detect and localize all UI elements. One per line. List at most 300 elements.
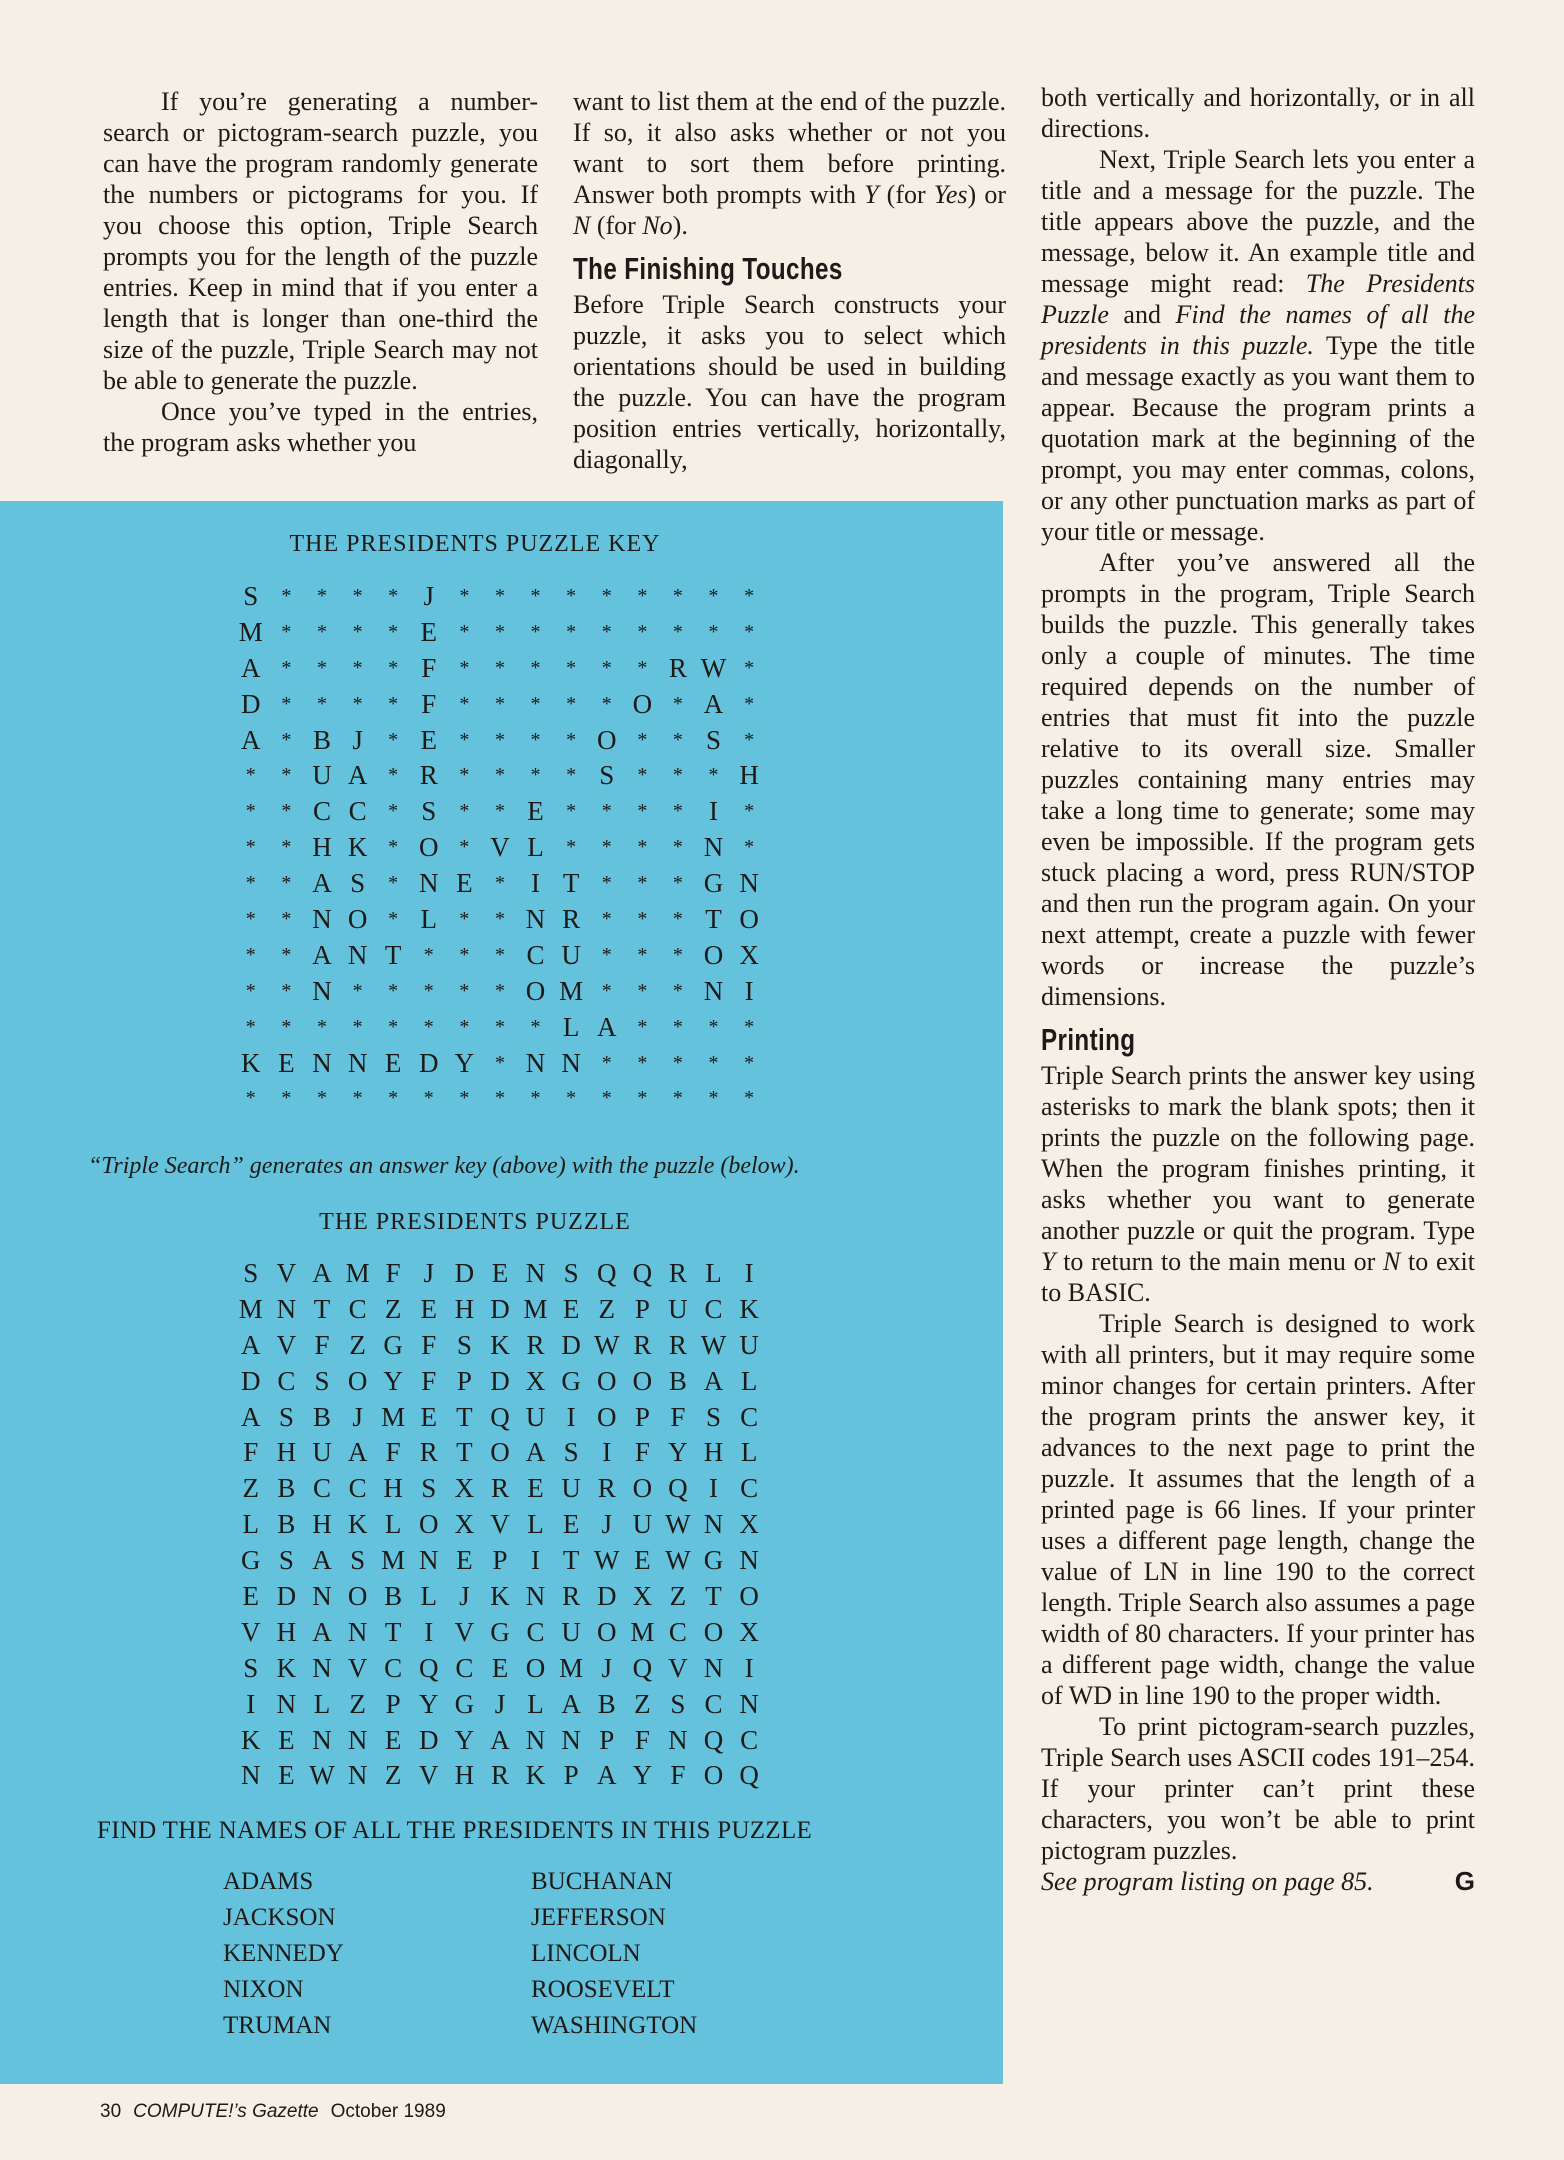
- grid-cell: X: [454, 1509, 475, 1540]
- grid-cell: *: [637, 620, 648, 643]
- grid-cell: V: [419, 1760, 439, 1791]
- grid-cell: Y: [632, 1760, 653, 1791]
- grid-cell: M: [381, 1401, 406, 1432]
- grid-cell: R: [562, 1581, 581, 1612]
- grid-cell: F: [314, 1329, 330, 1360]
- grid-cell: E: [562, 1293, 580, 1324]
- grid-cell: P: [456, 1365, 472, 1396]
- grid-cell: W: [665, 1545, 691, 1576]
- grid-cell: R: [490, 1473, 509, 1504]
- grid-cell: T: [384, 939, 402, 970]
- grid-cell: *: [459, 692, 470, 715]
- grid-cell: O: [703, 1616, 724, 1647]
- grid-cell: E: [420, 1293, 438, 1324]
- grid-cell: K: [241, 1724, 261, 1755]
- grid-cell: J: [459, 1581, 470, 1612]
- grid-cell: I: [424, 1616, 434, 1647]
- grid-cell: M: [630, 1616, 655, 1647]
- grid-cell: N: [703, 832, 724, 863]
- grid-cell: *: [388, 764, 399, 787]
- grid-cell: *: [245, 908, 256, 931]
- grid-cell: C: [668, 1616, 687, 1647]
- paragraph: Triple Search is designed to work with all printers, but it may require some minor changes for certain printers. After the program prints the answer key, it advances to the next page to print the puzzle. It assumes that the length of a printed page is 66 lines. If your printer uses a different page length, change the value of LN in line 190 to the correct length. Triple Search also assumes a page width of 80 characters. If your printer has a different page width, change the value of WD in line 190 to the proper width.: [1041, 1309, 1475, 1710]
- grid-cell: D: [241, 1365, 261, 1396]
- grid-cell: *: [459, 800, 470, 823]
- grid-cell: X: [525, 1365, 546, 1396]
- grid-cell: *: [494, 979, 505, 1002]
- grid-cell: C: [740, 1401, 759, 1432]
- grid-cell: F: [385, 1258, 401, 1288]
- grid-cell: B: [668, 1365, 687, 1396]
- grid-cell: K: [276, 1652, 297, 1683]
- grid-cell: *: [566, 620, 577, 643]
- grid-cell: *: [494, 728, 505, 751]
- grid-cell: *: [459, 764, 470, 787]
- section-heading-printing: Printing: [1041, 1022, 1136, 1057]
- grid-cell: A: [312, 868, 332, 899]
- grid-cell: I: [744, 975, 754, 1006]
- grid-cell: N: [241, 1760, 261, 1791]
- grid-cell: V: [276, 1329, 297, 1360]
- grid-cell: R: [668, 1329, 687, 1360]
- grid-cell: *: [566, 800, 577, 823]
- grid-cell: G: [703, 868, 724, 899]
- grid-cell: A: [347, 1437, 368, 1468]
- grid-cell: W: [700, 652, 727, 683]
- grid-cell: *: [281, 692, 292, 715]
- grid-cell: T: [456, 1437, 473, 1468]
- grid-cell: A: [241, 652, 261, 683]
- grid-cell: D: [596, 1581, 617, 1612]
- grid-cell: B: [312, 1401, 331, 1432]
- word-list-item: ROOSEVELT: [531, 1976, 675, 2003]
- paragraph: Triple Search prints the answer key using asterisks to mark the blank spots; then it prints the puzzle on the following page. When the program finishes printing, it asks whether you want to generate another puzzle or quit the program. Type Y to return to the main menu or N to exit to BASIC.: [1041, 1061, 1475, 1307]
- grid-cell: F: [421, 1329, 437, 1360]
- paragraph: want to list them at the end of the puzzle. If so, it also asks whether or not you want to sort them before printing. Answer both prompts with Y (for Yes) or N (for No).: [573, 87, 1006, 240]
- grid-cell: N: [525, 904, 546, 935]
- grid-cell: *: [494, 1087, 505, 1110]
- grid-cell: N: [347, 1760, 368, 1791]
- grid-cell: N: [419, 1545, 439, 1576]
- grid-cell: L: [420, 904, 438, 935]
- grid-cell: T: [562, 868, 580, 899]
- grid-cell: V: [454, 1616, 475, 1647]
- grid-cell: *: [459, 979, 470, 1002]
- grid-cell: W: [593, 1545, 620, 1576]
- grid-cell: U: [312, 1437, 332, 1468]
- grid-cell: N: [561, 1047, 581, 1078]
- grid-cell: *: [316, 1087, 327, 1110]
- grid-cell: G: [241, 1545, 261, 1576]
- grid-cell: G: [703, 1545, 724, 1576]
- grid-cell: K: [241, 1047, 261, 1078]
- grid-cell: X: [739, 939, 759, 970]
- grid-cell: H: [454, 1760, 475, 1791]
- grid-cell: S: [350, 1545, 366, 1576]
- grid-cell: W: [665, 1509, 691, 1540]
- grid-cell: *: [530, 1087, 541, 1110]
- grid-cell: C: [384, 1652, 403, 1683]
- grid-cell: *: [637, 979, 648, 1002]
- grid-cell: S: [350, 868, 366, 899]
- grid-cell: S: [456, 1329, 472, 1360]
- grid-cell: I: [602, 1437, 612, 1468]
- grid-cell: L: [527, 1509, 544, 1540]
- grid-cell: Y: [454, 1724, 475, 1755]
- grid-cell: E: [420, 724, 438, 755]
- grid-cell: *: [708, 1015, 719, 1038]
- grid-cell: *: [388, 585, 399, 607]
- grid-cell: C: [348, 796, 367, 827]
- grid-cell: *: [566, 656, 577, 679]
- grid-cell: E: [384, 1047, 402, 1078]
- grid-cell: I: [246, 1688, 256, 1719]
- program-listing-reference: See program listing on page 85.: [1041, 1867, 1374, 1896]
- grid-cell: *: [672, 1051, 683, 1074]
- grid-cell: N: [347, 1724, 368, 1755]
- grid-cell: P: [563, 1760, 579, 1791]
- grid-cell: Q: [596, 1258, 617, 1288]
- grid-cell: E: [456, 1545, 473, 1576]
- grid-cell: D: [276, 1581, 297, 1612]
- word-list-left: [223, 1864, 344, 2044]
- grid-cell: N: [347, 939, 368, 970]
- grid-cell: *: [459, 585, 470, 607]
- grid-cell: *: [601, 692, 612, 715]
- grid-cell: *: [601, 1051, 612, 1074]
- grid-cell: S: [563, 1258, 579, 1288]
- grid-cell: *: [281, 943, 292, 966]
- grid-cell: F: [670, 1760, 686, 1791]
- grid-cell: *: [566, 1087, 577, 1110]
- grid-cell: C: [348, 1293, 367, 1324]
- paragraph: both vertically and horizontally, or in all directions.: [1041, 83, 1475, 143]
- grid-cell: F: [243, 1437, 259, 1468]
- grid-cell: *: [281, 979, 292, 1002]
- grid-cell: R: [668, 652, 687, 683]
- grid-cell: N: [347, 1616, 368, 1647]
- grid-cell: V: [668, 1652, 688, 1683]
- puzzle-panel: [0, 501, 1003, 2084]
- grid-cell: J: [601, 1652, 612, 1683]
- grid-cell: *: [672, 800, 683, 823]
- grid-cell: U: [561, 1616, 581, 1647]
- issue-date: October 1989: [330, 2101, 446, 2122]
- grid-cell: N: [703, 1652, 724, 1683]
- grid-cell: *: [672, 836, 683, 859]
- grid-cell: V: [276, 1258, 297, 1288]
- grid-cell: I: [531, 1545, 541, 1576]
- grid-cell: *: [744, 585, 755, 607]
- grid-cell: R: [668, 1258, 687, 1288]
- grid-cell: *: [352, 656, 363, 679]
- grid-cell: *: [637, 1051, 648, 1074]
- grid-cell: K: [525, 1760, 546, 1791]
- grid-cell: A: [347, 760, 368, 791]
- grid-cell: U: [312, 760, 332, 791]
- grid-cell: O: [632, 1365, 653, 1396]
- grid-cell: E: [634, 1545, 651, 1576]
- grid-cell: L: [384, 1509, 402, 1540]
- grid-cell: *: [494, 764, 505, 787]
- grid-cell: M: [238, 1293, 263, 1324]
- grid-cell: L: [420, 1581, 438, 1612]
- grid-cell: *: [316, 1015, 327, 1038]
- grid-cell: T: [705, 1581, 722, 1612]
- grid-cell: *: [494, 800, 505, 823]
- grid-cell: *: [637, 764, 648, 787]
- grid-cell: *: [637, 585, 648, 607]
- grid-cell: S: [278, 1545, 294, 1576]
- grid-cell: *: [708, 1051, 719, 1074]
- grid-cell: O: [525, 1652, 546, 1683]
- grid-cell: N: [703, 975, 724, 1006]
- grid-cell: D: [561, 1329, 581, 1360]
- grid-cell: Z: [384, 1760, 402, 1791]
- grid-cell: E: [527, 1473, 544, 1504]
- section-heading-finishing-touches: The Finishing Touches: [573, 251, 843, 286]
- grid-cell: H: [703, 1437, 724, 1468]
- grid-cell: N: [276, 1688, 297, 1719]
- grid-cell: I: [531, 868, 541, 899]
- grid-cell: I: [744, 1258, 754, 1288]
- grid-cell: *: [494, 872, 505, 895]
- word-list-right: [531, 1864, 697, 2044]
- grid-cell: B: [277, 1509, 296, 1540]
- grid-cell: N: [525, 1258, 546, 1288]
- grid-cell: *: [672, 620, 683, 643]
- grid-cell: *: [744, 1051, 755, 1074]
- grid-cell: *: [388, 908, 399, 931]
- grid-cell: Z: [349, 1329, 366, 1360]
- article-column-2: [573, 86, 1006, 475]
- grid-cell: F: [634, 1724, 650, 1755]
- grid-cell: C: [312, 1473, 331, 1504]
- grid-cell: P: [599, 1724, 615, 1755]
- grid-cell: H: [454, 1293, 475, 1324]
- grid-cell: N: [525, 1047, 546, 1078]
- grid-cell: I: [744, 1652, 754, 1683]
- grid-cell: *: [352, 979, 363, 1002]
- grid-cell: A: [312, 1545, 332, 1576]
- grid-cell: O: [596, 1365, 617, 1396]
- grid-cell: C: [740, 1473, 759, 1504]
- paragraph: Next, Triple Search lets you enter a title and a message for the puzzle. The title appears above the puzzle, and the message, below it. An example title and message might read: The Presidents Puzzle and Find the names of all the presidents in this puzzle. Type the title and message exactly as you want them to appear. Because the program prints a quotation mark at the beginning of the prompt, you may enter commas, colons, or any other punctuation marks as part of your title or message.: [1041, 145, 1475, 546]
- grid-cell: H: [312, 1509, 332, 1540]
- grid-cell: *: [459, 728, 470, 751]
- grid-cell: *: [423, 1015, 434, 1038]
- grid-cell: K: [490, 1581, 510, 1612]
- grid-cell: X: [632, 1581, 653, 1612]
- grid-cell: *: [566, 836, 577, 859]
- grid-cell: *: [637, 908, 648, 931]
- grid-cell: A: [525, 1437, 546, 1468]
- grid-cell: J: [601, 1509, 612, 1540]
- grid-cell: *: [352, 585, 363, 607]
- grid-cell: *: [494, 656, 505, 679]
- grid-cell: Q: [703, 1724, 724, 1755]
- grid-cell: N: [739, 868, 759, 899]
- grid-cell: S: [421, 1473, 437, 1504]
- grid-cell: *: [744, 692, 755, 715]
- grid-cell: T: [456, 1401, 473, 1432]
- grid-cell: *: [601, 836, 612, 859]
- grid-cell: E: [278, 1724, 295, 1755]
- grid-cell: O: [739, 904, 759, 935]
- grid-cell: N: [525, 1724, 546, 1755]
- grid-cell: *: [672, 872, 683, 895]
- grid-cell: *: [281, 585, 292, 607]
- answer-key-grid: [233, 579, 767, 1117]
- grid-cell: C: [704, 1688, 723, 1719]
- grid-cell: T: [705, 904, 722, 935]
- grid-cell: V: [490, 832, 510, 863]
- grid-cell: M: [559, 1652, 584, 1683]
- grid-cell: E: [491, 1652, 509, 1683]
- grid-cell: J: [494, 1688, 506, 1719]
- grid-cell: D: [490, 1293, 510, 1324]
- grid-cell: *: [637, 728, 648, 751]
- grid-cell: *: [281, 872, 292, 895]
- grid-cell: K: [490, 1329, 510, 1360]
- grid-cell: *: [245, 1015, 256, 1038]
- grid-cell: *: [388, 692, 399, 715]
- puzzle-grid: [233, 1256, 767, 1794]
- grid-cell: S: [599, 760, 615, 791]
- grid-cell: O: [596, 1616, 617, 1647]
- grid-cell: X: [739, 1509, 759, 1540]
- grid-cell: *: [530, 1015, 541, 1038]
- grid-cell: *: [281, 728, 292, 751]
- grid-cell: *: [744, 1015, 755, 1038]
- grid-cell: G: [454, 1688, 475, 1719]
- grid-cell: Q: [739, 1760, 759, 1791]
- grid-cell: Z: [384, 1293, 402, 1324]
- grid-cell: E: [491, 1258, 509, 1288]
- grid-cell: *: [245, 800, 256, 823]
- paragraph: If you’re generating a number-search or pictogram-search puzzle, you can have the program randomly generate the numbers or pictograms for you. If you choose this option, Triple Search prompts you for the length of the puzzle entries. Keep in mind that if you enter a length that is longer than one-third the size of the puzzle, Triple Search may not be able to generate the puzzle.: [103, 87, 538, 395]
- article-column-1: [103, 86, 538, 458]
- grid-cell: *: [388, 1087, 399, 1110]
- grid-cell: C: [704, 1293, 723, 1324]
- grid-cell: A: [241, 1329, 261, 1360]
- grid-cell: F: [421, 1365, 437, 1396]
- grid-cell: *: [459, 1015, 470, 1038]
- grid-cell: N: [312, 975, 332, 1006]
- grid-cell: B: [384, 1581, 403, 1612]
- end-of-article-mark: G: [1454, 1866, 1475, 1896]
- grid-cell: H: [739, 760, 759, 791]
- grid-cell: J: [423, 581, 435, 611]
- grid-cell: *: [494, 1051, 505, 1074]
- grid-cell: T: [313, 1293, 331, 1324]
- grid-cell: W: [700, 1329, 727, 1360]
- grid-cell: *: [566, 585, 577, 607]
- grid-cell: M: [559, 975, 584, 1006]
- grid-cell: B: [277, 1473, 296, 1504]
- grid-cell: M: [345, 1258, 370, 1288]
- grid-cell: O: [419, 1509, 439, 1540]
- grid-cell: F: [634, 1437, 650, 1468]
- grid-cell: W: [593, 1329, 620, 1360]
- grid-cell: *: [744, 836, 755, 859]
- grid-cell: *: [637, 800, 648, 823]
- grid-cell: D: [454, 1258, 475, 1288]
- grid-cell: *: [601, 800, 612, 823]
- grid-cell: O: [490, 1437, 510, 1468]
- grid-cell: E: [420, 616, 438, 647]
- grid-cell: *: [708, 620, 719, 643]
- grid-cell: Q: [419, 1652, 439, 1683]
- word-list-item: NIXON: [223, 1976, 304, 2003]
- grid-cell: J: [423, 1258, 435, 1288]
- grid-cell: D: [419, 1724, 439, 1755]
- grid-cell: L: [740, 1437, 758, 1468]
- grid-cell: *: [744, 1087, 755, 1110]
- figure-caption: “Triple Search” generates an answer key (above) with the puzzle (below).: [88, 1153, 800, 1179]
- grid-cell: L: [242, 1509, 260, 1540]
- grid-cell: N: [312, 1047, 332, 1078]
- grid-cell: *: [352, 1087, 363, 1110]
- grid-cell: *: [637, 836, 648, 859]
- grid-cell: O: [525, 975, 546, 1006]
- grid-cell: S: [421, 796, 437, 827]
- grid-cell: *: [637, 1015, 648, 1038]
- grid-cell: S: [243, 581, 259, 611]
- grid-cell: P: [634, 1401, 650, 1432]
- grid-cell: X: [739, 1616, 759, 1647]
- grid-cell: *: [388, 836, 399, 859]
- grid-cell: O: [347, 904, 368, 935]
- grid-cell: H: [312, 832, 332, 863]
- grid-cell: U: [561, 1473, 581, 1504]
- grid-cell: O: [419, 832, 439, 863]
- grid-cell: E: [562, 1509, 580, 1540]
- grid-cell: D: [490, 1365, 510, 1396]
- grid-cell: *: [672, 1015, 683, 1038]
- grid-cell: *: [281, 800, 292, 823]
- word-list-item: LINCOLN: [531, 1940, 641, 1967]
- word-list-item: JACKSON: [223, 1904, 336, 1931]
- grid-cell: S: [670, 1688, 686, 1719]
- grid-cell: V: [490, 1509, 510, 1540]
- grid-cell: S: [243, 1652, 259, 1683]
- puzzle-title: THE PRESIDENTS PUZZLE: [319, 1209, 631, 1235]
- grid-cell: H: [276, 1616, 297, 1647]
- grid-cell: V: [241, 1616, 261, 1647]
- grid-cell: *: [388, 1015, 399, 1038]
- grid-cell: *: [601, 656, 612, 679]
- grid-cell: *: [708, 1087, 719, 1110]
- grid-cell: Z: [669, 1581, 687, 1612]
- grid-cell: K: [347, 832, 368, 863]
- grid-cell: G: [490, 1616, 510, 1647]
- grid-cell: *: [388, 620, 399, 643]
- grid-cell: *: [388, 800, 399, 823]
- grid-cell: C: [277, 1365, 296, 1396]
- grid-cell: *: [708, 764, 719, 787]
- word-list-item: ADAMS: [223, 1868, 314, 1895]
- grid-cell: *: [637, 1087, 648, 1110]
- grid-cell: F: [385, 1437, 401, 1468]
- grid-cell: *: [281, 836, 292, 859]
- grid-cell: N: [312, 1652, 332, 1683]
- grid-cell: *: [637, 656, 648, 679]
- grid-cell: *: [423, 979, 434, 1002]
- grid-cell: *: [494, 908, 505, 931]
- grid-cell: P: [634, 1293, 650, 1324]
- grid-cell: C: [526, 939, 545, 970]
